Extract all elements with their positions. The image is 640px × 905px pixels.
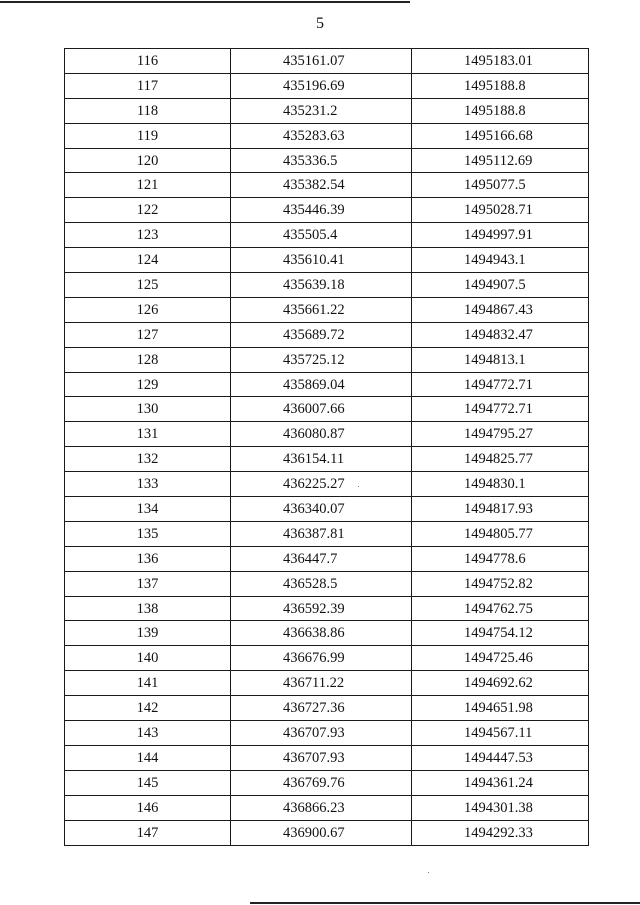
table-row	[65, 422, 589, 447]
point-number-cell: 132	[65, 447, 231, 472]
x-coordinate-cell: 435231.2	[231, 98, 412, 123]
y-coordinate-cell: 1494943.1	[412, 248, 589, 273]
table-row	[65, 248, 589, 273]
y-coordinate-cell: 1494830.1	[412, 472, 589, 497]
table-row	[65, 696, 589, 721]
x-coordinate-cell: 435505.4	[231, 223, 412, 248]
x-coordinate-cell: 436727.36	[231, 696, 412, 721]
y-coordinate-cell: 1494867.43	[412, 297, 589, 322]
point-number-cell: 142	[65, 696, 231, 721]
table-row	[65, 173, 589, 198]
point-number-cell: 122	[65, 198, 231, 223]
point-number-cell: 140	[65, 646, 231, 671]
table-row	[65, 770, 589, 795]
point-number-cell: 119	[65, 123, 231, 148]
point-number-cell: 118	[65, 98, 231, 123]
point-number-cell: 139	[65, 621, 231, 646]
x-coordinate-cell: 436387.81	[231, 521, 412, 546]
x-coordinate-cell: 436592.39	[231, 596, 412, 621]
table-row	[65, 322, 589, 347]
y-coordinate-cell: 1494825.77	[412, 447, 589, 472]
x-coordinate-cell: 436707.93	[231, 721, 412, 746]
x-coordinate-cell: 435639.18	[231, 273, 412, 298]
y-coordinate-cell: 1494772.71	[412, 397, 589, 422]
table-row	[65, 521, 589, 546]
table-row	[65, 571, 589, 596]
table-row	[65, 745, 589, 770]
y-coordinate-cell: 1494651.98	[412, 696, 589, 721]
point-number-cell: 143	[65, 721, 231, 746]
table-row	[65, 671, 589, 696]
y-coordinate-cell: 1494754.12	[412, 621, 589, 646]
coordinates-table-body	[65, 49, 589, 846]
table-row	[65, 646, 589, 671]
table-row	[65, 497, 589, 522]
page-number: 5	[316, 15, 324, 32]
table-row	[65, 98, 589, 123]
y-coordinate-cell: 1495188.8	[412, 98, 589, 123]
x-coordinate-cell: 436225.27	[231, 472, 412, 497]
table-row	[65, 820, 589, 845]
point-number-cell: 131	[65, 422, 231, 447]
point-number-cell: 128	[65, 347, 231, 372]
point-number-cell: 127	[65, 322, 231, 347]
y-coordinate-cell: 1495028.71	[412, 198, 589, 223]
point-number-cell: 125	[65, 273, 231, 298]
table-row	[65, 73, 589, 98]
x-coordinate-cell: 436340.07	[231, 497, 412, 522]
y-coordinate-cell: 1495077.5	[412, 173, 589, 198]
x-coordinate-cell: 436638.86	[231, 621, 412, 646]
point-number-cell: 138	[65, 596, 231, 621]
y-coordinate-cell: 1494762.75	[412, 596, 589, 621]
point-number-cell: 147	[65, 820, 231, 845]
x-coordinate-cell: 435689.72	[231, 322, 412, 347]
y-coordinate-cell: 1494805.77	[412, 521, 589, 546]
x-coordinate-cell: 435446.39	[231, 198, 412, 223]
y-coordinate-cell: 1495188.8	[412, 73, 589, 98]
x-coordinate-cell: 435283.63	[231, 123, 412, 148]
x-coordinate-cell: 436769.76	[231, 770, 412, 795]
top-rule	[0, 1, 410, 3]
y-coordinate-cell: 1494567.11	[412, 721, 589, 746]
table-row	[65, 472, 589, 497]
point-number-cell: 141	[65, 671, 231, 696]
table-row	[65, 596, 589, 621]
scan-speck	[358, 486, 359, 487]
x-coordinate-cell: 436080.87	[231, 422, 412, 447]
y-coordinate-cell: 1494832.47	[412, 322, 589, 347]
table-row	[65, 447, 589, 472]
y-coordinate-cell: 1494813.1	[412, 347, 589, 372]
x-coordinate-cell: 435196.69	[231, 73, 412, 98]
y-coordinate-cell: 1494725.46	[412, 646, 589, 671]
point-number-cell: 146	[65, 795, 231, 820]
y-coordinate-cell: 1495166.68	[412, 123, 589, 148]
y-coordinate-cell: 1494778.6	[412, 546, 589, 571]
table-row	[65, 372, 589, 397]
point-number-cell: 129	[65, 372, 231, 397]
x-coordinate-cell: 435161.07	[231, 49, 412, 74]
x-coordinate-cell: 436007.66	[231, 397, 412, 422]
x-coordinate-cell: 435336.5	[231, 148, 412, 173]
table-row	[65, 795, 589, 820]
table-row	[65, 297, 589, 322]
point-number-cell: 135	[65, 521, 231, 546]
x-coordinate-cell: 435382.54	[231, 173, 412, 198]
point-number-cell: 117	[65, 73, 231, 98]
point-number-cell: 123	[65, 223, 231, 248]
x-coordinate-cell: 436447.7	[231, 546, 412, 571]
x-coordinate-cell: 435725.12	[231, 347, 412, 372]
x-coordinate-cell: 436154.11	[231, 447, 412, 472]
point-number-cell: 145	[65, 770, 231, 795]
point-number-cell: 126	[65, 297, 231, 322]
x-coordinate-cell: 436900.67	[231, 820, 412, 845]
point-number-cell: 134	[65, 497, 231, 522]
point-number-cell: 120	[65, 148, 231, 173]
x-coordinate-cell: 435661.22	[231, 297, 412, 322]
y-coordinate-cell: 1494301.38	[412, 795, 589, 820]
table-row	[65, 273, 589, 298]
y-coordinate-cell: 1494692.62	[412, 671, 589, 696]
table-row	[65, 621, 589, 646]
y-coordinate-cell: 1494997.91	[412, 223, 589, 248]
y-coordinate-cell: 1494361.24	[412, 770, 589, 795]
point-number-cell: 124	[65, 248, 231, 273]
point-number-cell: 133	[65, 472, 231, 497]
x-coordinate-cell: 436866.23	[231, 795, 412, 820]
point-number-cell: 137	[65, 571, 231, 596]
table-row	[65, 546, 589, 571]
y-coordinate-cell: 1494447.53	[412, 745, 589, 770]
table-row	[65, 397, 589, 422]
y-coordinate-cell: 1494817.93	[412, 497, 589, 522]
y-coordinate-cell: 1495183.01	[412, 49, 589, 74]
bottom-rule	[250, 902, 640, 904]
y-coordinate-cell: 1494772.71	[412, 372, 589, 397]
x-coordinate-cell: 435869.04	[231, 372, 412, 397]
x-coordinate-cell: 436707.93	[231, 745, 412, 770]
y-coordinate-cell: 1494795.27	[412, 422, 589, 447]
point-number-cell: 136	[65, 546, 231, 571]
coordinates-table	[64, 48, 589, 846]
table-row	[65, 721, 589, 746]
table-row	[65, 148, 589, 173]
table-row	[65, 123, 589, 148]
scan-speck	[428, 872, 429, 873]
point-number-cell: 121	[65, 173, 231, 198]
y-coordinate-cell: 1495112.69	[412, 148, 589, 173]
point-number-cell: 144	[65, 745, 231, 770]
table-row	[65, 49, 589, 74]
point-number-cell: 116	[65, 49, 231, 74]
table-row	[65, 347, 589, 372]
x-coordinate-cell: 436528.5	[231, 571, 412, 596]
y-coordinate-cell: 1494907.5	[412, 273, 589, 298]
x-coordinate-cell: 436676.99	[231, 646, 412, 671]
y-coordinate-cell: 1494752.82	[412, 571, 589, 596]
x-coordinate-cell: 435610.41	[231, 248, 412, 273]
y-coordinate-cell: 1494292.33	[412, 820, 589, 845]
x-coordinate-cell: 436711.22	[231, 671, 412, 696]
table-row	[65, 223, 589, 248]
table-row	[65, 198, 589, 223]
point-number-cell: 130	[65, 397, 231, 422]
